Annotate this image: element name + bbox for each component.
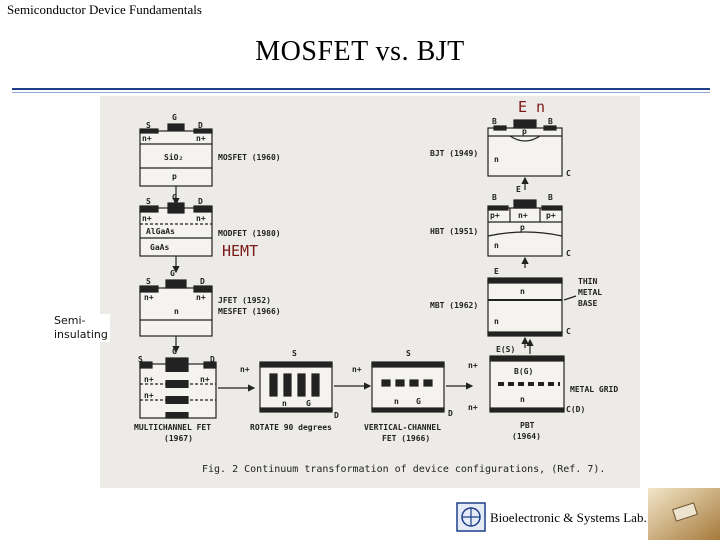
hbt-b1: B bbox=[492, 193, 497, 202]
pbt-e: E(S) bbox=[496, 345, 516, 354]
hbt-p2: p+ bbox=[546, 211, 556, 220]
mbt-thin3: BASE bbox=[578, 299, 598, 308]
bjt-c: C bbox=[566, 169, 571, 178]
mc-n3: n+ bbox=[200, 375, 210, 384]
mosfet-p: p bbox=[172, 172, 177, 181]
rot-label: ROTATE 90 degrees bbox=[250, 423, 332, 432]
side-annotation-line2: insulating bbox=[54, 328, 108, 341]
pbt-nplus2: n+ bbox=[468, 403, 478, 412]
hbt-p: p bbox=[520, 223, 525, 232]
modfet-gaas: GaAs bbox=[150, 243, 170, 252]
multichannel-diagram bbox=[140, 358, 254, 418]
device-diagram bbox=[100, 96, 640, 488]
bjt-b2: B bbox=[548, 117, 553, 126]
pbt-b: B(G) bbox=[514, 367, 534, 376]
jfet-label1: JFET (1952) bbox=[218, 296, 271, 305]
modfet-n1: n+ bbox=[142, 214, 152, 223]
jfet-d: D bbox=[200, 277, 205, 286]
mosfet-label: MOSFET (1960) bbox=[218, 153, 281, 162]
hbt-nplus: n+ bbox=[518, 211, 528, 220]
scanned-figure bbox=[100, 96, 640, 488]
title-divider-thin bbox=[12, 92, 710, 93]
rot-n: n bbox=[282, 399, 287, 408]
pbt-n: n bbox=[520, 395, 525, 404]
hbt-label: HBT (1951) bbox=[430, 227, 479, 236]
mc-s: S bbox=[138, 355, 143, 364]
rot-g: G bbox=[306, 399, 311, 408]
pbt-c: C(D) bbox=[566, 405, 586, 414]
mbt-label: MBT (1962) bbox=[430, 301, 479, 310]
jfet-label2: MESFET (1966) bbox=[218, 307, 281, 316]
figure-caption: Fig. 2 Continuum transformation of device configurations, (Ref. 7). bbox=[202, 464, 606, 475]
mbt-thin2: METAL bbox=[578, 288, 603, 297]
mosfet-n1: n+ bbox=[142, 134, 152, 143]
jfet-n2: n+ bbox=[196, 293, 206, 302]
mbt-c: C bbox=[566, 327, 571, 336]
modfet-s: S bbox=[146, 197, 151, 206]
mosfet-d: D bbox=[198, 121, 203, 130]
modfet-label: MODFET (1980) bbox=[218, 229, 281, 238]
rot-nplus: n+ bbox=[240, 365, 250, 374]
footer-lab-name: Bioelectronic & Systems Lab. bbox=[490, 510, 647, 525]
vert-label1: VERTICAL-CHANNEL bbox=[364, 423, 442, 432]
bjt-b1: B bbox=[492, 117, 497, 126]
title-divider bbox=[12, 88, 710, 90]
bjt-label: BJT (1949) bbox=[430, 149, 479, 158]
rot-d: D bbox=[334, 411, 339, 420]
header-course-title: Semiconductor Device Fundamentals bbox=[7, 2, 202, 17]
hbt-b2: B bbox=[548, 193, 553, 202]
mbt-diagram bbox=[488, 278, 576, 348]
pbt-label2: (1964) bbox=[512, 432, 541, 441]
rot-s: S bbox=[292, 349, 297, 358]
vert-n: n bbox=[394, 397, 399, 406]
mosfet-oxide: SiO₂ bbox=[164, 153, 184, 162]
corner-chip-decoration bbox=[648, 488, 720, 540]
pbt-nplus1: n+ bbox=[468, 361, 478, 370]
bjt-n: n bbox=[494, 155, 499, 164]
vert-nplus: n+ bbox=[352, 365, 362, 374]
hbt-e: E bbox=[516, 185, 521, 194]
mosfet-n2: n+ bbox=[196, 134, 206, 143]
pbt-grid: METAL GRID bbox=[570, 385, 619, 394]
mc-n2: n+ bbox=[144, 391, 154, 400]
side-annotation bbox=[52, 314, 110, 342]
hbt-p1: p+ bbox=[490, 211, 500, 220]
modfet-g: G bbox=[172, 193, 177, 202]
mosfet-g: G bbox=[172, 113, 177, 122]
modfet-hemt-note: HEMT bbox=[222, 242, 259, 260]
slide-title: MOSFET vs. BJT bbox=[255, 36, 465, 67]
mbt-n2: n bbox=[494, 317, 499, 326]
side-annotation-line1: Semi- bbox=[54, 314, 86, 327]
vert-g: G bbox=[416, 397, 421, 406]
vert-d: D bbox=[448, 409, 453, 418]
mosfet-s: S bbox=[146, 121, 151, 130]
mc-n1: n+ bbox=[144, 375, 154, 384]
mc-d: D bbox=[210, 355, 215, 364]
hbt-n: n bbox=[494, 241, 499, 250]
mbt-thin1: THIN bbox=[578, 277, 598, 286]
vert-label2: FET (1966) bbox=[382, 434, 431, 443]
jfet-g: G bbox=[170, 269, 175, 278]
jfet-n1: n+ bbox=[144, 293, 154, 302]
jfet-diagram bbox=[140, 280, 212, 352]
hbt-c: C bbox=[566, 249, 571, 258]
vertical-diagram bbox=[372, 362, 472, 412]
bjt-handwritten: E n bbox=[518, 98, 546, 116]
mc-label1: MULTICHANNEL FET bbox=[134, 423, 212, 432]
jfet-s: S bbox=[146, 277, 151, 286]
vert-s: S bbox=[406, 349, 411, 358]
modfet-d: D bbox=[198, 197, 203, 206]
lab-logo-icon bbox=[456, 502, 486, 532]
pbt-label1: PBT bbox=[520, 421, 535, 430]
mc-g: G bbox=[172, 347, 177, 356]
modfet-algaas: AlGaAs bbox=[146, 227, 175, 236]
bjt-p: p bbox=[522, 127, 527, 136]
mc-label2: (1967) bbox=[164, 434, 193, 443]
jfet-n: n bbox=[174, 307, 179, 316]
mbt-e: E bbox=[494, 267, 499, 276]
modfet-n2: n+ bbox=[196, 214, 206, 223]
mbt-n1: n bbox=[520, 287, 525, 296]
